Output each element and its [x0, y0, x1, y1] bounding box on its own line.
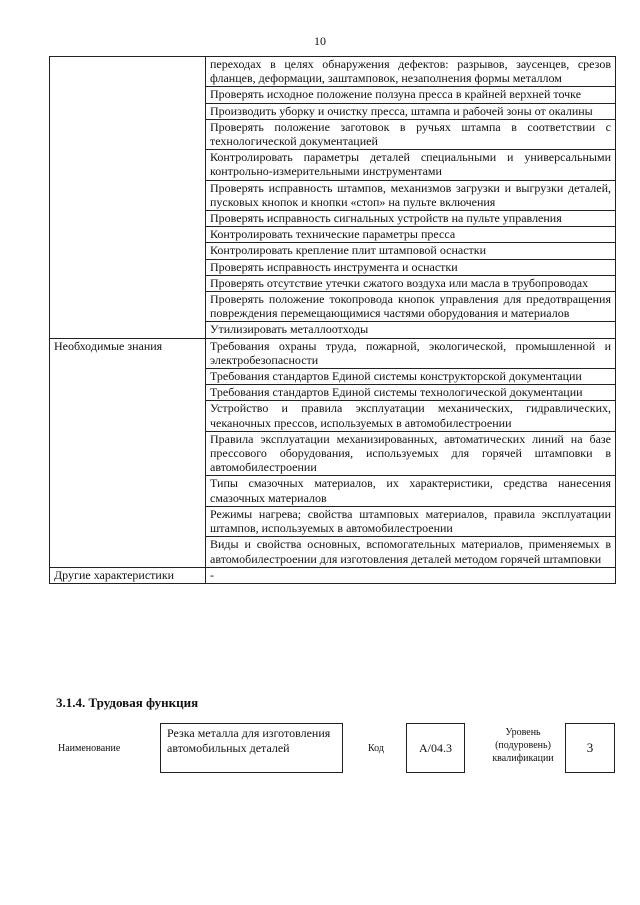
table-cell: Проверять отсутствие утечки сжатого воздуха или масла в трубопроводах — [206, 275, 616, 291]
table-cell: Режимы нагрева; свойства штамповых материалов, правила эксплуатации штампов, используемых в автомобилестроении — [206, 506, 616, 536]
code-label: Код — [368, 743, 384, 754]
level-value: 3 — [565, 723, 615, 773]
requirements-table — [49, 56, 616, 584]
table-cell: Проверять исходное положение ползуна пресса в крайней верхней точке — [206, 87, 616, 103]
table-row — [50, 57, 616, 87]
table-cell: Контролировать технические параметры пресса — [206, 227, 616, 243]
name-label: Наименование — [58, 743, 121, 754]
table-cell: Устройство и правила эксплуатации механических, гидравлических, чеканочных прессов, используемых в автомобилестроении — [206, 401, 616, 431]
row-label — [50, 57, 206, 339]
code-value: А/04.3 — [406, 723, 465, 773]
table-cell: Требования стандартов Единой системы конструкторской документации — [206, 369, 616, 385]
table-cell: Проверять положение заготовок в ручьях штампа в соответствии с технологической документацией — [206, 119, 616, 149]
table-cell: Контролировать параметры деталей специальными и универсальными контрольно-измерительными инструментами — [206, 150, 616, 180]
table-cell: Проверять исправность инструмента и оснастки — [206, 259, 616, 275]
row-label: Необходимые знания — [50, 338, 206, 567]
table-cell: Проверять исправность штампов, механизмов загрузки и выгрузки деталей, пусковых кнопок и кнопки «стоп» на пульте включения — [206, 180, 616, 210]
table-cell: Правила эксплуатации механизированных, автоматических линий на базе прессового оборудования, используемых для горячей штамповки в автомобилестроении — [206, 431, 616, 476]
level-label: Уровень (подуровень) квалификации — [492, 727, 554, 764]
table-cell: Виды и свойства основных, вспомогательных материалов, применяемых в автомобилестроении для изготовления деталей методом горячей штамповки — [206, 537, 616, 567]
table-row — [50, 567, 616, 583]
name-value: Резка металла для изготовления автомобильных деталей — [160, 723, 343, 773]
table-cell: Утилизировать металлоотходы — [206, 322, 616, 338]
table-cell: Типы смазочных материалов, их характеристики, средства нанесения смазочных материалов — [206, 476, 616, 506]
row-label: Другие характеристики — [50, 567, 206, 583]
table-cell: Проверять положение токопровода кнопок управления для предотвращения повреждения перемещающимися частями оборудования и материалов — [206, 292, 616, 322]
table-cell: - — [206, 567, 616, 583]
table-row — [50, 338, 616, 368]
table-cell: Требования охраны труда, пожарной, экологической, промышленной и электробезопасности — [206, 338, 616, 368]
table-cell: Производить уборку и очистку пресса, штампа и рабочей зоны от окалины — [206, 103, 616, 119]
section-title: 3.1.4. Трудовая функция — [56, 695, 199, 710]
table-cell: переходах в целях обнаружения дефектов: разрывов, заусенцев, срезов фланцев, деформации, заштамповок, незаполнения формы металлом — [206, 57, 616, 87]
page-number: 10 — [314, 34, 326, 48]
table-cell: Требования стандартов Единой системы технологической документации — [206, 385, 616, 401]
table-cell: Контролировать крепление плит штамповой оснастки — [206, 243, 616, 259]
table-cell: Проверять исправность сигнальных устройств на пульте управления — [206, 211, 616, 227]
